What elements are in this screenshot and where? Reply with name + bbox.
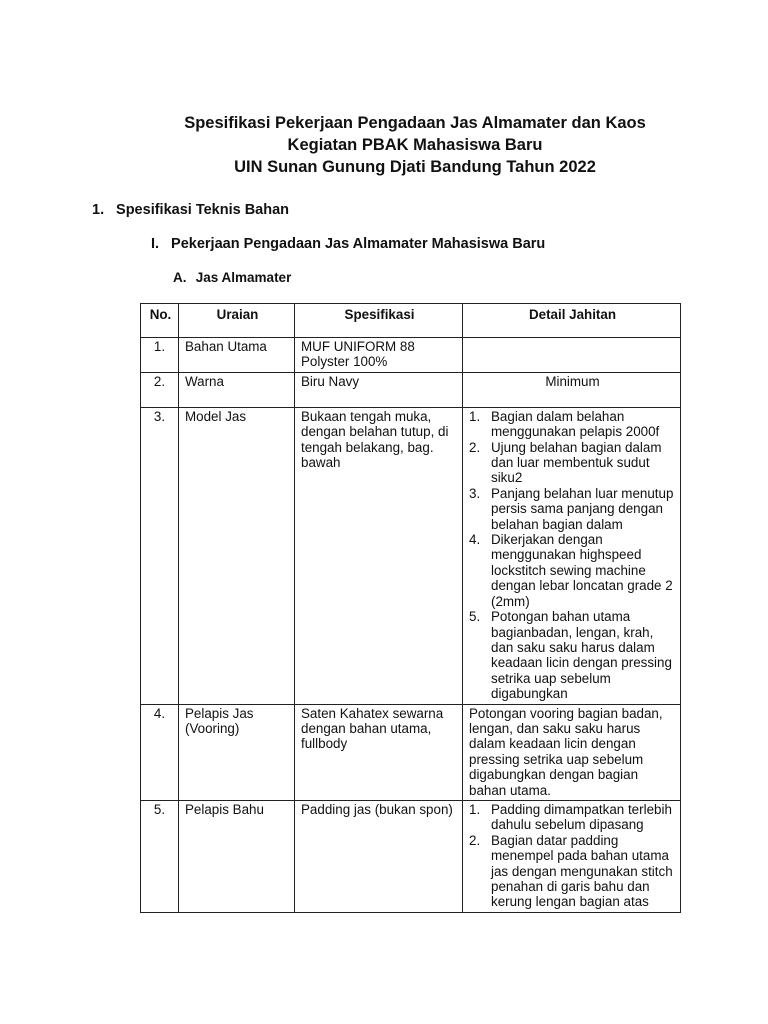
subsection-heading-a [173,270,291,285]
subsection-label: Pekerjaan Pengadaan Jas Almamater Mahasiswa Baru [171,236,546,252]
cell-no: 3. [141,407,179,704]
title-line-1: Spesifikasi Pekerjaan Pengadaan Jas Almamater dan Kaos [184,114,646,132]
list-item: 5. Potongan bahan utama bagianbadan, lengan, krah, dan saku saku harus dalam keadaan licin dengan pressing setrika uap sebelum digabungkan [469,609,672,702]
cell-spesifikasi: Biru Navy [295,372,463,407]
table-row [141,800,681,912]
cell-detail: Potongan vooring bagian badan, lengan, dan saku saku harus dalam keadaan licin dengan pressing setrika uap sebelum digabungkan dengan bagian bahan utama. [463,704,681,800]
document-title [0,112,768,178]
header-spesifikasi: Spesifikasi [295,304,463,338]
cell-detail [463,407,681,704]
cell-no: 4. [141,704,179,800]
title-line-2: Kegiatan PBAK Mahasiswa Baru [287,136,543,154]
cell-spesifikasi: Padding jas (bukan spon) [295,800,463,912]
list-item: 4. Dikerjakan dengan menggunakan highspeed lockstitch sewing machine dengan lebar loncatan grade 2 (2mm) [469,532,673,609]
cell-uraian: Model Jas [179,407,295,704]
cell-detail [463,800,681,912]
cell-uraian: Pelapis Jas (Vooring) [179,704,295,800]
cell-no: 2. [141,372,179,407]
cell-uraian: Pelapis Bahu [179,800,295,912]
subsection-heading-i [151,236,545,252]
section-number: 1. [92,202,105,218]
cell-spesifikasi: MUF UNIFORM 88 Polyster 100% [295,338,463,373]
detail-list [469,409,676,702]
cell-detail: Minimum [463,372,681,407]
list-item: 2. Ujung belahan bagian dalam dan luar membentuk sudut siku2 [469,439,662,486]
list-item: 2. Bagian datar padding menempel pada bahan utama jas dengan mengunakan stitch penahan di garis bahu dan kerung lengan bagian atas [469,832,673,910]
header-uraian: Uraian [179,304,295,338]
header-detail: Detail Jahitan [463,304,681,338]
cell-spesifikasi: Saten Kahatex sewarna dengan bahan utama, fullbody [295,704,463,800]
header-no: No. [141,304,179,338]
cell-no: 5. [141,800,179,912]
subsection-number: I. [151,236,160,252]
detail-list [469,802,676,910]
cell-uraian: Bahan Utama [179,338,295,373]
table-header-row [141,304,681,338]
list-item: 1. Bagian dalam belahan menggunakan pelapis 2000f [469,408,660,440]
specification-table [140,303,681,913]
list-item: 3. Panjang belahan luar menutup persis sama panjang dengan belahan bagian dalam [469,485,674,532]
table-row [141,338,681,373]
list-item: 1. Padding dimampatkan terlebih dahulu sebelum dipasang [469,801,672,833]
cell-spesifikasi: Bukaan tengah muka, dengan belahan tutup, di tengah belakang, bag. bawah [295,407,463,704]
table-row [141,704,681,800]
table-row [141,407,681,704]
table-row [141,372,681,407]
cell-uraian: Warna [179,372,295,407]
section-label: Spesifikasi Teknis Bahan [116,202,290,218]
subsection-label: Jas Almamater [195,270,292,285]
section-heading-1 [92,202,289,218]
subsection-letter: A. [173,270,187,285]
cell-detail [463,338,681,373]
title-line-3: UIN Sunan Gunung Djati Bandung Tahun 2022 [234,158,596,176]
cell-no: 1. [141,338,179,373]
